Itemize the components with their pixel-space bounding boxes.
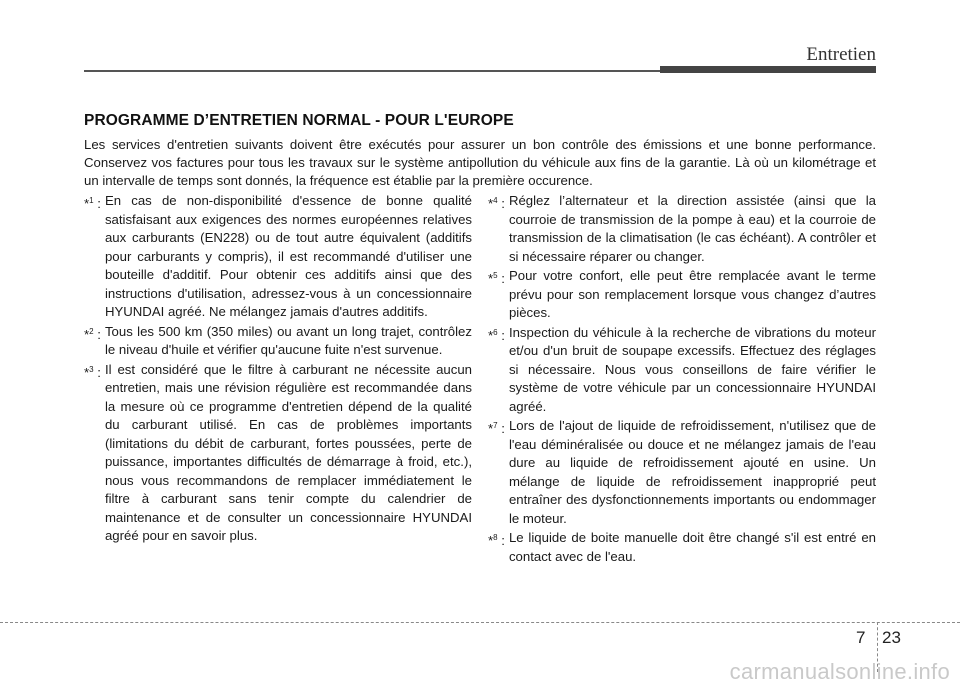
footnote-5 (488, 267, 876, 323)
footnote-text: Réglez l’alternateur et la direction assistée (ainsi que la courroie de transmission de la pompe à eau) et la courroie de transmission de la climatisation (le cas échéant). A contrôler et si nécessaire réparer ou changer. (508, 193, 876, 264)
page-number: 23 (882, 628, 901, 647)
footnote-6 (488, 324, 876, 417)
footnote-4 (488, 192, 876, 266)
footnote-marker: *$^6$ : (488, 327, 505, 343)
footnote-marker: *$^8$ : (488, 533, 505, 548)
footnote-text: Lors de l'ajout de liquide de refroidissement, n'utilisez que de l'eau déminéralisée ou douce et ne mélangez jamais de l'eau dure au liquide de refroidissement ajouté en usine. Un mélange de liquide de refroidissement inapproprié peut entraîner des dysfonctionnements importants ou endommager le moteur. (508, 418, 876, 526)
footnote-text: En cas de non-disponibilité d'essence de bonne qualité satisfaisant aux exigences des normes européennes relatives aux carburants (EN228) ou de tout autre équivalent (additifs pour carburants y compris), il est recommandé d'utiliser une bouteille d'additif. Pour obtenir ces additifs ainsi que des instructions d'utilisation, adressez-vous à un concessionnaire HYUNDAI agréé. Ne mélangez jamais d'autres additifs. (104, 193, 472, 319)
chapter-number: 7 (856, 628, 866, 647)
header-title: Entretien (806, 44, 876, 65)
watermark: carmanualsonline.info (729, 659, 950, 684)
footnote-text: Il est considéré que le filtre à carburant ne nécessite aucun entretien, mais une révision régulière est recommandée dans la mesure où ce programme d'entretien dépend de la qualité du carburant utilisé. En cas de problèmes importants (limitations du débit de carburant, fortes poussées, perte de puissance, importantes difficultés de démarrage à froid, etc.), nous vous recommandons de remplacer immédiatement le filtre à carburant sans tenir compte du calendrier de maintenance et de consulter un concessionnaire HYUNDAI agréé pour en savoir plus. (104, 361, 472, 543)
footnote-text: Le liquide de boite manuelle doit être changé s'il est entré en contact avec de l'eau. (508, 530, 876, 564)
notes-column-right (488, 192, 876, 567)
footnote-text: Inspection du véhicule à la recherche de vibrations du moteur et/ou d'un bruit de soupape excessifs. Effectuez des réglages si nécessaire. Nous vous conseillons de faire vérifier le système de votre véhicule par un concessionnaire HYUNDAI agréé. (508, 324, 876, 414)
footnote-text: Pour votre confort, elle peut être remplacée avant le terme prévu pour son remplacement lorsque vous changez d’autres pièces. (508, 268, 876, 320)
footer-rule (0, 622, 960, 623)
footnote-2 (84, 323, 472, 360)
header-rule-accent (660, 66, 876, 73)
section-title: PROGRAMME D’ENTRETIEN NORMAL - POUR L'EUROPE (84, 112, 514, 129)
footnote-3 (84, 361, 472, 546)
section-intro: Les services d'entretien suivants doivent être exécutés pour assurer un bon contrôle des émissions et une bonne performance. Conservez vos factures pour tous les travaux sur le système antipollution du véhicule aux fins de la garantie. Là où un kilométrage et un intervalle de temps sont donnés, la fréquence est établie par la première occurence. (84, 137, 876, 188)
footnote-marker: *$^5$ : (488, 271, 505, 286)
footnote-8 (488, 529, 876, 566)
footnote-marker: *$^4$ : (488, 196, 505, 211)
footnote-marker: *$^1$ : (84, 196, 101, 211)
footnote-text: Tous les 500 km (350 miles) ou avant un long trajet, contrôlez le niveau d'huile et vérifier qu'aucune fuite n'est survenue. (104, 323, 472, 357)
header-rule (84, 70, 662, 72)
footnote-marker: *$^7$ : (488, 421, 505, 436)
footnote-7 (488, 417, 876, 528)
footnote-marker: *$^2$ : (84, 326, 101, 342)
notes-column-left (84, 192, 472, 547)
footnote-1 (84, 192, 472, 322)
footnote-marker: *$^3$ : (84, 364, 101, 380)
